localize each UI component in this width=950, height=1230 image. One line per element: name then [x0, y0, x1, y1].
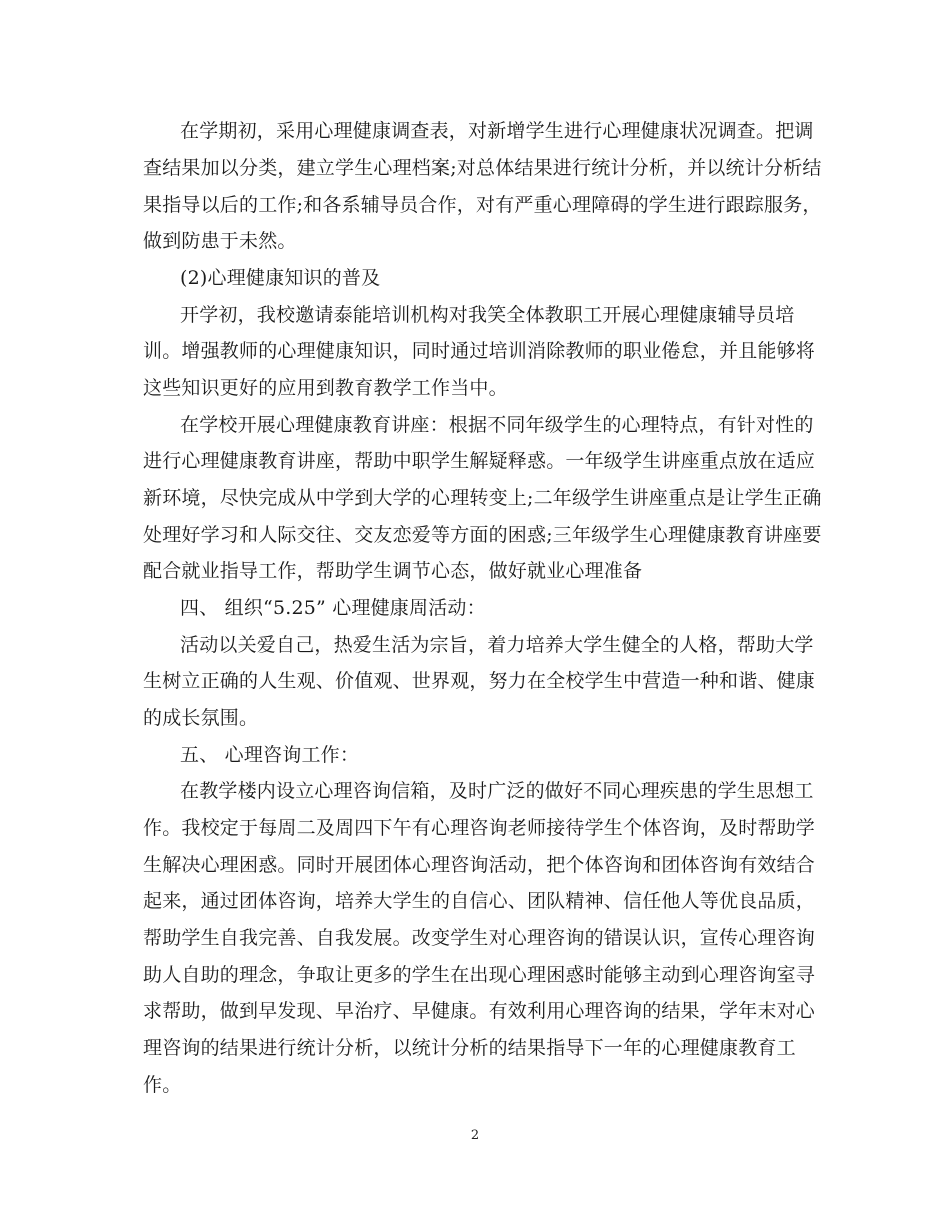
text-line: 新环境，尽快完成从中学到大学的心理转变上;二年级学生讲座重点是让学生正确	[143, 487, 822, 509]
text-line: 训。增强教师的心理健康知识，同时通过培训消除教师的职业倦怠，并且能够将	[143, 340, 816, 362]
section-heading: (2)心理健康知识的普及	[180, 267, 381, 289]
text-line: 求帮助，做到早发现、早治疗、早健康。有效利用心理咨询的结果，学年末对心	[143, 1000, 816, 1022]
text-line: 处理好学习和人际交往、交友恋爱等方面的困惑;三年级学生心理健康教育讲座要	[143, 524, 822, 546]
text-line: 帮助学生自我完善、自我发展。改变学生对心理咨询的错误认识，宣传心理咨询	[143, 927, 816, 949]
text-line: 开学初，我校邀请泰能培训机构对我笑全体教职工开展心理健康辅导员培	[180, 304, 795, 326]
text-line: 的成长氛围。	[143, 707, 259, 729]
text-line: 在学校开展心理健康教育讲座：根据不同年级学生的心理特点，有针对性的	[180, 414, 814, 436]
text-line: 活动以关爱自己，热爱生活为宗旨，着力培养大学生健全的人格，帮助大学	[180, 634, 814, 656]
text-line: 在教学楼内设立心理咨询信箱，及时广泛的做好不同心理疾患的学生思想工	[180, 780, 814, 802]
text-line: 做到防患于未然。	[143, 230, 297, 252]
text-line: 果指导以后的工作;和各系辅导员合作，对有严重心理障碍的学生进行跟踪服务，	[143, 194, 822, 216]
text-line: 查结果加以分类，建立学生心理档案;对总体结果进行统计分析，并以统计分析结	[143, 157, 822, 179]
section-heading: 四、 组织“5.25” 心理健康周活动：	[180, 597, 486, 619]
text-line: 生树立正确的人生观、价值观、世界观，努力在全校学生中营造一种和谐、健康	[143, 670, 816, 692]
text-line: 进行心理健康教育讲座，帮助中职学生解疑释惑。一年级学生讲座重点放在适应	[143, 450, 816, 472]
text-line: 作。我校定于每周二及周四下午有心理咨询老师接待学生个体咨询，及时帮助学	[143, 817, 816, 839]
text-line: 起来，通过团体咨询，培养大学生的自信心、团队精神、信任他人等优良品质，	[143, 890, 816, 912]
text-line: 助人自助的理念，争取让更多的学生在出现心理困惑时能够主动到心理咨询室寻	[143, 964, 816, 986]
page-number: 2	[470, 1128, 480, 1143]
text-line: 配合就业指导工作，帮助学生调节心态，做好就业心理准备	[143, 560, 643, 582]
text-line: 这些知识更好的应用到教育教学工作当中。	[143, 377, 508, 399]
section-heading: 五、 心理咨询工作：	[180, 744, 360, 766]
text-line: 在学期初，采用心理健康调查表，对新增学生进行心理健康状况调查。把调	[180, 120, 814, 142]
text-line: 理咨询的结果进行统计分析，以统计分析的结果指导下一年的心理健康教育工	[143, 1037, 796, 1059]
text-line: 作。	[143, 1074, 182, 1096]
text-line: 生解决心理困惑。同时开展团体心理咨询活动，把个体咨询和团体咨询有效结合	[143, 854, 816, 876]
